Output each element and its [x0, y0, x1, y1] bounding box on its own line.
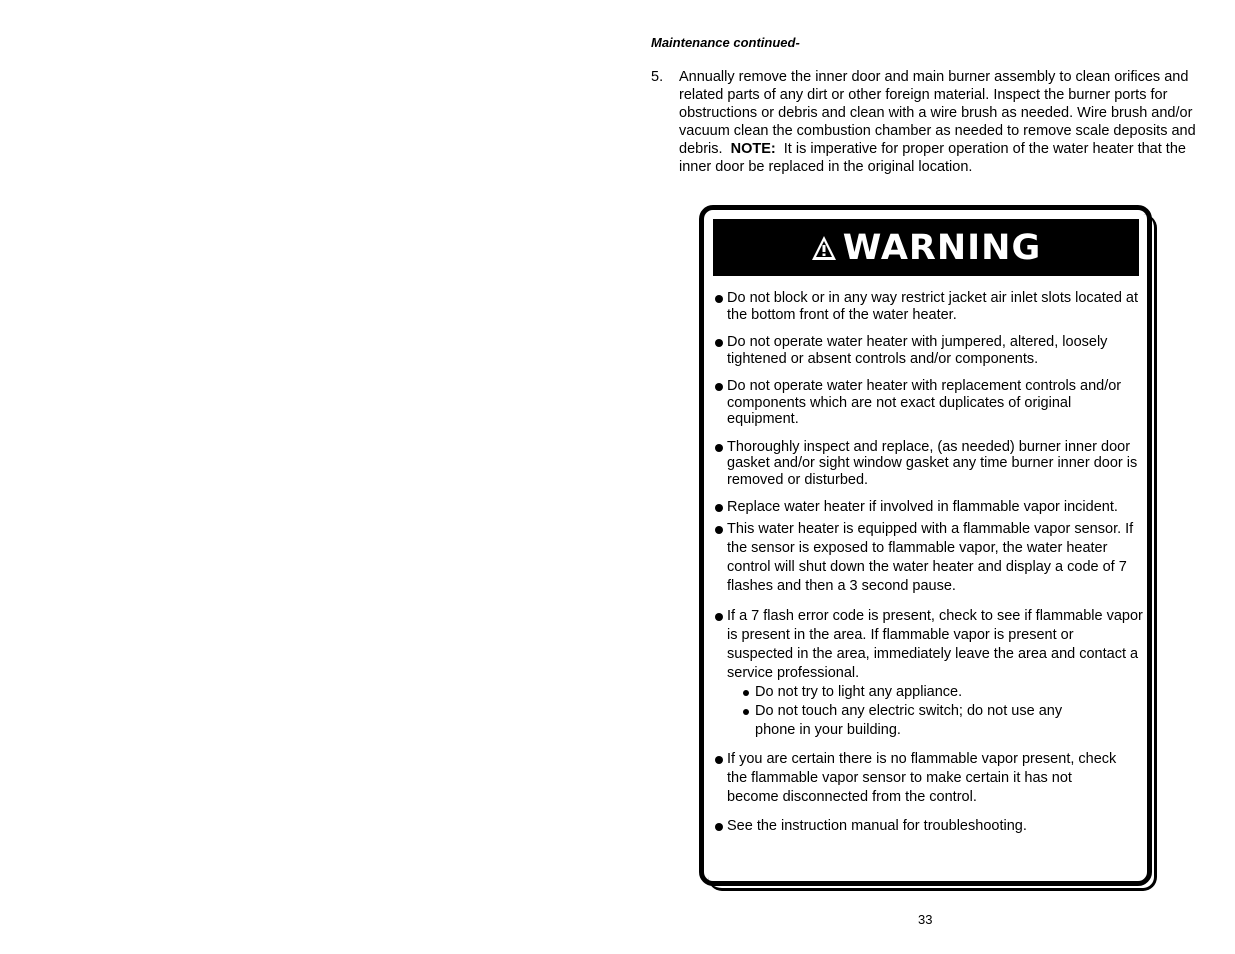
- warning-sub-bullet: [713, 702, 1075, 740]
- warning-bullet: [713, 750, 1122, 807]
- section-heading: Maintenance continued-: [651, 35, 800, 50]
- warning-triangle-icon: [811, 235, 837, 261]
- warning-bullet: [713, 499, 1143, 516]
- bullet-icon: [715, 526, 723, 534]
- bullet-icon: [715, 444, 723, 452]
- bullet-icon: [743, 690, 749, 696]
- warning-bullet-text: Do not operate water heater with replacement controls and/or components which are not exact duplicates of original equipment.: [727, 378, 1122, 427]
- item-text-after-note: It is imperative for proper operation of the water heater that the inner door be replaced in the original location.: [679, 141, 1186, 175]
- warning-bullet-text: This water heater is equipped with a flammable vapor sensor. If the sensor is exposed to flammable vapor, the water heater control will shut down the water heater and display a code of 7 flashes and then a 3 second pause.: [727, 520, 1134, 594]
- page-number: 33: [918, 912, 933, 927]
- warning-banner: [713, 219, 1139, 276]
- bullet-icon: [715, 756, 723, 764]
- maintenance-item-5: [651, 68, 1211, 176]
- warning-sub-bullet-text: Do not try to light any appliance.: [755, 683, 963, 700]
- item-text-before-note: Annually remove the inner door and main burner assembly to clean orifices and related parts of any dirt or other foreign material. Inspect the burner ports for obstructions or debris and clean with a wire brush as needed. Wire brush and/or vacuum clean the combustion chamber as needed to remove scale deposits and debris.: [679, 69, 1196, 157]
- bullet-icon: [715, 504, 723, 512]
- item-number: 5.: [651, 69, 664, 85]
- warning-bullet-text: See the instruction manual for troubleshooting.: [727, 817, 1027, 834]
- warning-list: [713, 290, 1143, 845]
- warning-sub-bullet-text: Do not touch any electric switch; do not use any phone in your building.: [755, 702, 1063, 738]
- bullet-icon: [715, 383, 723, 391]
- warning-bullet-text: Thoroughly inspect and replace, (as needed) burner inner door gasket and/or sight window gasket any time burner inner door is removed or disturbed.: [727, 438, 1138, 488]
- warning-box: [699, 205, 1152, 886]
- warning-bullet: [713, 818, 1143, 835]
- warning-title: WARNING: [842, 227, 1042, 268]
- warning-bullet: [713, 520, 1143, 596]
- warning-bullet: [713, 378, 1143, 428]
- warning-bullet-text: If a 7 flash error code is present, check to see if flammable vapor is present in the area. If flammable vapor is present or suspected in the area, immediately leave the area and contact a service professional.: [727, 607, 1143, 681]
- warning-bullet: [713, 334, 1143, 367]
- bullet-icon: [743, 709, 749, 715]
- warning-bullet-text: Do not operate water heater with jumpered, altered, loosely tightened or absent controls and/or components.: [727, 334, 1108, 367]
- bullet-icon: [715, 823, 723, 831]
- warning-bullet-text: If you are certain there is no flammable vapor present, check the flammable vapor sensor to make certain it has not become disconnected from the control.: [727, 750, 1117, 805]
- warning-bullet: [713, 290, 1143, 323]
- bullet-icon: [715, 613, 723, 621]
- warning-sub-bullet: [713, 683, 1143, 702]
- note-label: NOTE:: [730, 141, 776, 157]
- warning-bullet: [713, 607, 1143, 683]
- item-text: [679, 68, 1211, 176]
- warning-bullet-text: Replace water heater if involved in flammable vapor incident.: [727, 499, 1118, 515]
- bullet-icon: [715, 339, 723, 347]
- bullet-icon: [715, 295, 723, 303]
- warning-bullet: [713, 439, 1143, 489]
- warning-bullet-text: Do not block or in any way restrict jacket air inlet slots located at the bottom front of the water heater.: [727, 290, 1139, 323]
